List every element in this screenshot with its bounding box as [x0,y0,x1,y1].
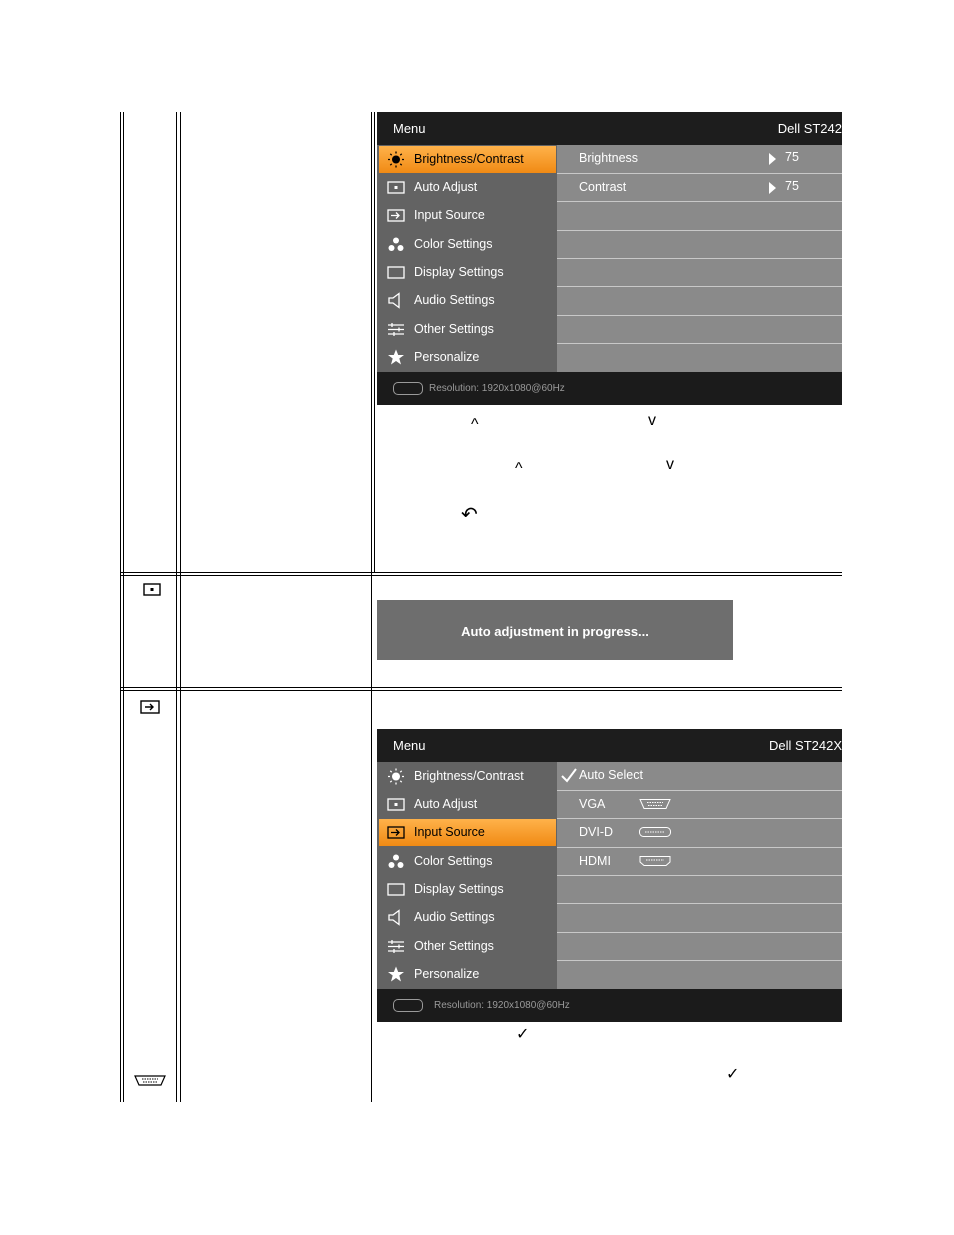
submenu-label: Brightness [579,151,639,165]
auto-adjust-icon [387,796,405,813]
vga-port-icon [638,798,672,810]
menu-item-label: Audio Settings [414,910,495,924]
menu-item-label: Input Source [414,825,485,839]
dvi-port-icon [638,826,672,838]
menu-item-auto-adjust[interactable] [379,791,556,818]
menu-item-audio-settings[interactable] [379,904,556,931]
menu-item-audio-settings[interactable] [379,287,556,314]
osd-submenu [557,145,842,372]
menu-item-label: Brightness/Contrast [414,769,524,783]
brightness-icon [387,151,405,168]
other-settings-icon [387,321,405,338]
check-icon: ✓ [726,1066,740,1083]
menu-item-color-settings[interactable] [379,848,556,875]
input-source-icon [140,700,160,714]
menu-item-label: Display Settings [414,882,504,896]
submenu-row-empty [557,230,842,258]
osd-header [377,112,842,145]
submenu-row-empty [557,903,842,931]
menu-item-label: Other Settings [414,322,494,336]
back-arrow-icon: ↶ [461,504,478,526]
menu-item-brightness-contrast[interactable] [379,763,556,790]
auto-adjust-dialog [377,600,733,660]
brightness-value: 75 [785,150,799,164]
vga-port-icon [133,1074,167,1087]
osd-main-menu [377,145,557,372]
submenu-label: DVI-D [579,825,614,839]
submenu-label: Auto Select [579,768,643,782]
menu-item-input-source[interactable] [379,202,556,229]
osd-model-name: Dell ST242 [777,121,842,136]
display-settings-icon [387,881,405,898]
osd-model-name: Dell ST242X [769,738,842,753]
menu-item-personalize[interactable] [379,961,556,988]
menu-item-auto-adjust[interactable] [379,174,556,201]
menu-item-label: Auto Adjust [414,797,478,811]
menu-item-label: Auto Adjust [414,180,478,194]
menu-item-display-settings[interactable] [379,259,556,286]
table-border-left-inner [123,112,124,1102]
submenu-row-empty [557,286,842,314]
table-border-col2 [371,112,372,1102]
submenu-row-empty [557,932,842,960]
menu-item-color-settings[interactable] [379,231,556,258]
hdmi-port-icon [638,855,672,867]
auto-adjust-icon [143,583,161,596]
osd-input-source [377,729,842,1022]
up-arrow-icon: ^ [515,460,523,477]
submenu-row-auto-select[interactable] [557,762,842,789]
check-icon: ✓ [516,1026,530,1043]
contrast-value: 75 [785,179,799,193]
submenu-row-contrast[interactable] [557,173,842,201]
table-border-col2b [374,112,375,572]
osd-footer [377,989,842,1022]
osd-header [377,729,842,762]
menu-item-label: Personalize [414,967,480,981]
speaker-icon [387,909,405,926]
menu-item-label: Audio Settings [414,293,495,307]
arrow-right-icon [769,153,776,165]
table-border-col1b [180,112,181,1102]
down-arrow-icon: v [666,456,674,473]
star-icon [387,349,405,366]
resolution-text: Resolution: 1920x1080@60Hz [429,383,565,394]
row-divider-2 [120,687,842,688]
input-source-icon [387,207,405,224]
submenu-row-empty [557,258,842,286]
menu-item-label: Brightness/Contrast [414,152,524,166]
down-arrow-icon: v [648,412,656,429]
auto-adjust-message: Auto adjustment in progress... [461,624,649,639]
row-divider-1b [120,575,842,576]
submenu-row-brightness[interactable] [557,145,842,172]
input-source-icon [387,824,405,841]
resolution-text: Resolution: 1920x1080@60Hz [434,1000,570,1011]
vga-port-icon [393,382,423,395]
menu-item-label: Color Settings [414,237,493,251]
osd-menu-title: Menu [393,121,426,136]
menu-item-label: Display Settings [414,265,504,279]
menu-item-label: Color Settings [414,854,493,868]
up-arrow-icon: ^ [471,416,479,433]
submenu-label: Contrast [579,180,627,194]
menu-item-other-settings[interactable] [379,316,556,343]
menu-item-display-settings[interactable] [379,876,556,903]
vga-port-icon [393,999,423,1012]
submenu-row-empty [557,960,842,988]
auto-adjust-icon [387,179,405,196]
menu-item-label: Input Source [414,208,485,222]
menu-item-label: Other Settings [414,939,494,953]
row-divider-1 [120,572,842,573]
menu-item-input-source[interactable] [379,819,556,846]
menu-item-brightness-contrast[interactable] [379,146,556,173]
table-border-col1 [176,112,177,1102]
submenu-row-hdmi[interactable] [557,847,842,875]
arrow-right-icon [769,182,776,194]
submenu-row-dvi-d[interactable] [557,818,842,846]
osd-menu-title: Menu [393,738,426,753]
color-settings-icon [387,236,405,253]
osd-main-menu [377,762,557,989]
osd-footer [377,372,842,405]
submenu-row-empty [557,875,842,903]
submenu-row-empty [557,343,842,371]
menu-item-other-settings[interactable] [379,933,556,960]
menu-item-label: Personalize [414,350,480,364]
color-settings-icon [387,853,405,870]
submenu-label: VGA [579,797,606,811]
row-divider-2b [120,690,842,691]
table-border-left [120,112,121,1102]
submenu-label: HDMI [579,854,611,868]
check-icon [560,767,578,783]
osd-brightness-contrast [377,112,842,405]
submenu-row-empty [557,201,842,229]
display-settings-icon [387,264,405,281]
brightness-icon [387,768,405,785]
submenu-row-empty [557,315,842,343]
osd-submenu [557,762,842,989]
submenu-row-vga[interactable] [557,790,842,818]
speaker-icon [387,292,405,309]
menu-item-personalize[interactable] [379,344,556,371]
star-icon [387,966,405,983]
other-settings-icon [387,938,405,955]
